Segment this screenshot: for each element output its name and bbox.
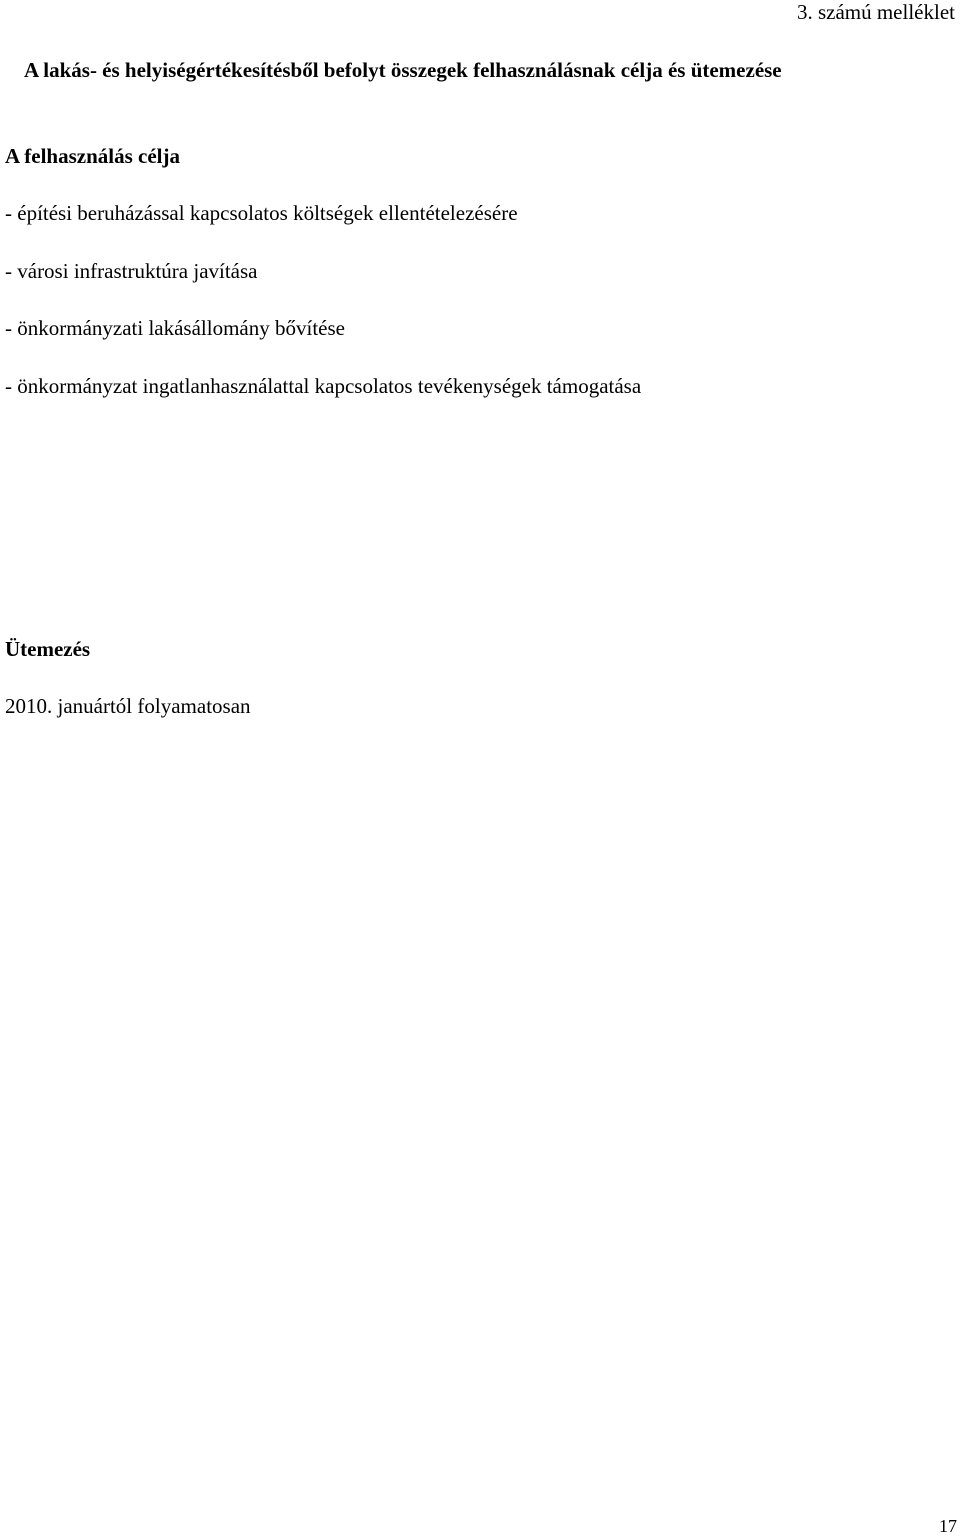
schedule-text: 2010. januártól folyamatosan: [5, 694, 251, 718]
purpose-item: - önkormányzat ingatlanhasználattal kapcsolatos tevékenységek támogatása: [5, 374, 642, 398]
purpose-heading: A felhasználás célja: [5, 144, 180, 168]
page-number: 17: [939, 1516, 957, 1536]
schedule-heading: Ütemezés: [5, 637, 91, 661]
purpose-item: - városi infrastruktúra javítása: [5, 259, 258, 283]
purpose-item: - önkormányzati lakásállomány bővítése: [5, 316, 345, 340]
document-title: A lakás- és helyiségértékesítésből befolyt összegek felhasználásnak célja és ütemezése: [24, 58, 782, 82]
purpose-item: - építési beruházással kapcsolatos költségek ellentételezésére: [5, 201, 518, 225]
annex-label: 3. számú melléklet: [796, 0, 955, 24]
